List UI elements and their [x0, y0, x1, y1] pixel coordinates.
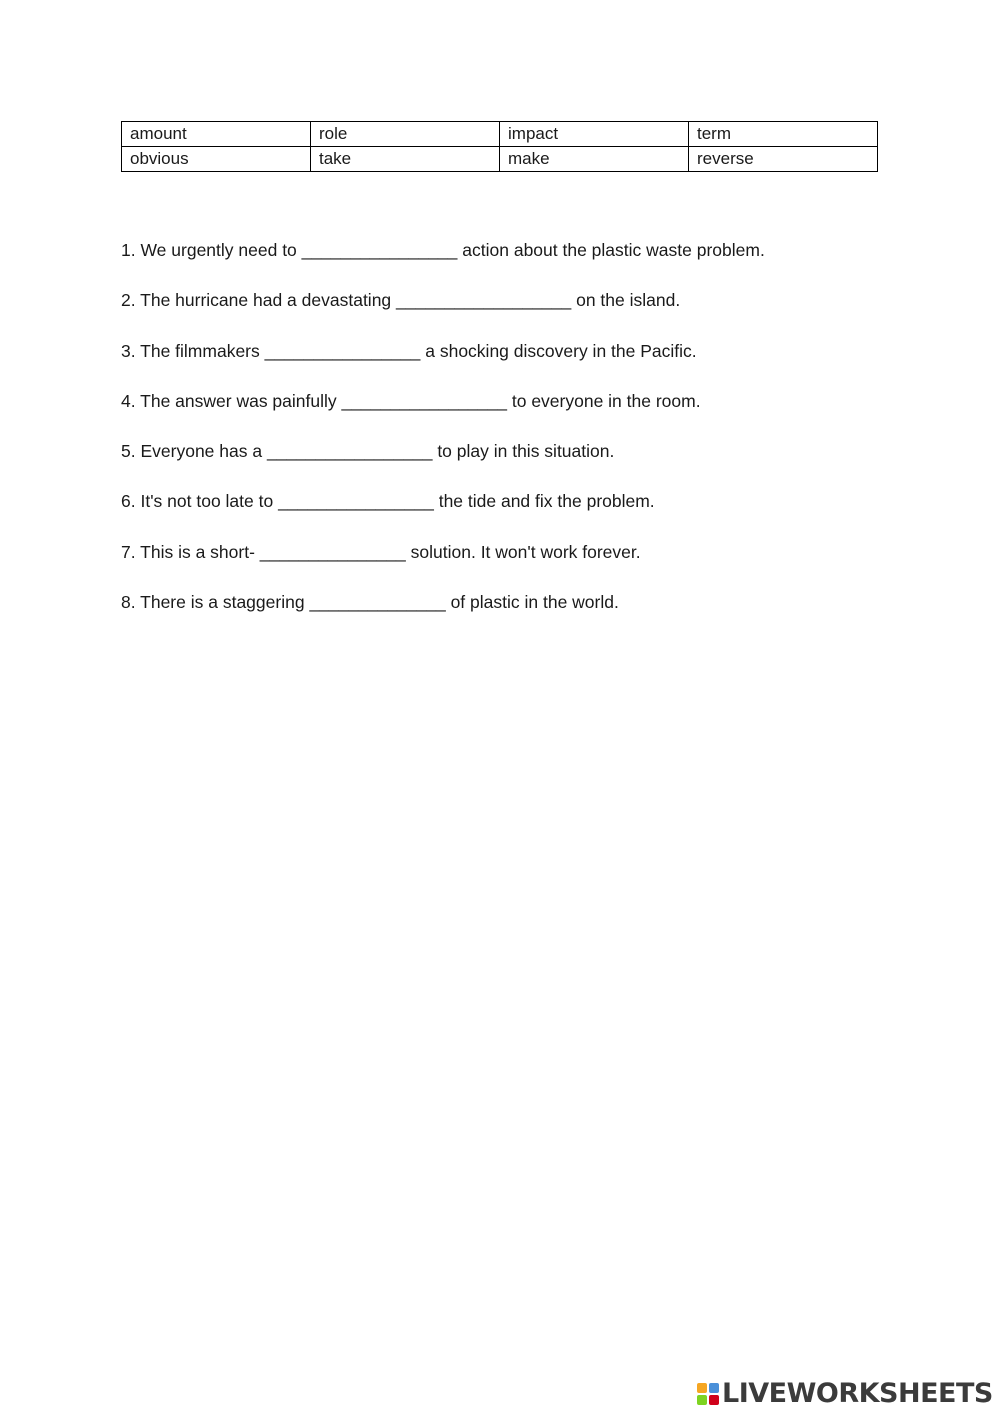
- sentence-text-before: The filmmakers: [140, 340, 260, 361]
- word-bank-table: [121, 121, 878, 172]
- sentence-text-after: to play in this situation.: [437, 441, 615, 462]
- answer-blank[interactable]: ______________: [309, 592, 446, 613]
- sentence-text-after: a shocking discovery in the Pacific.: [425, 340, 697, 361]
- sentence-number: 5.: [121, 441, 136, 462]
- sentence-text-after: on the island.: [576, 290, 681, 311]
- sentence-text-before: The hurricane had a devastating: [140, 290, 392, 311]
- sentence-5: [121, 439, 765, 489]
- answer-blank[interactable]: _________________: [341, 390, 507, 411]
- answer-blank[interactable]: _________________: [266, 441, 433, 462]
- sentence-text-before: We urgently need to: [140, 240, 297, 260]
- sentence-text-before: It's not too late to: [140, 491, 274, 512]
- word-bank-cell: amount: [122, 122, 311, 147]
- answer-blank[interactable]: ________________: [278, 491, 434, 512]
- sentence-number: 2.: [121, 290, 136, 311]
- answer-blank[interactable]: __________________: [396, 290, 572, 311]
- sentence-number: 6.: [121, 491, 136, 512]
- sentence-number: 4.: [121, 390, 136, 411]
- word-bank-cell: make: [500, 147, 689, 172]
- sentence-2: [121, 288, 765, 338]
- sentence-number: 8.: [121, 592, 136, 613]
- logo-square: [709, 1383, 719, 1393]
- word-bank-cell: take: [311, 147, 500, 172]
- word-bank-cell: reverse: [689, 147, 878, 172]
- word-bank-cell: role: [311, 122, 500, 147]
- logo-square: [709, 1395, 719, 1405]
- sentence-6: [121, 489, 765, 539]
- sentence-text-after: the tide and fix the problem.: [438, 491, 655, 512]
- sentence-1: [121, 238, 765, 288]
- word-bank-row: [122, 147, 878, 172]
- sentence-text-after: action about the plastic waste problem.: [462, 240, 765, 260]
- logo-square: [697, 1395, 707, 1405]
- sentence-number: 3.: [121, 340, 136, 361]
- sentence-4: [121, 389, 765, 439]
- sentence-text-before: Everyone has a: [140, 441, 263, 462]
- answer-blank[interactable]: ________________: [264, 340, 421, 361]
- liveworksheets-logo: [697, 1378, 993, 1410]
- sentence-text-before: The answer was painfully: [140, 390, 337, 411]
- logo-text: LIVEWORKSHEETS: [722, 1378, 993, 1409]
- answer-blank[interactable]: _______________: [259, 541, 406, 562]
- logo-grid-icon: [697, 1383, 719, 1405]
- sentence-text-after: solution. It won't work forever.: [410, 541, 641, 562]
- logo-square: [697, 1383, 707, 1393]
- sentence-number: 7.: [121, 541, 136, 562]
- word-bank-cell: obvious: [122, 147, 311, 172]
- sentence-number: 1.: [121, 240, 136, 260]
- sentence-8: [121, 590, 765, 640]
- sentence-7: [121, 540, 765, 590]
- answer-blank[interactable]: ________________: [301, 240, 458, 260]
- sentence-3: [121, 339, 765, 389]
- word-bank-cell: term: [689, 122, 878, 147]
- sentence-text-after: of plastic in the world.: [450, 592, 619, 613]
- word-bank-row: [122, 122, 878, 147]
- sentence-list: [121, 238, 765, 640]
- sentence-text-before: There is a staggering: [140, 592, 305, 613]
- sentence-text-before: This is a short-: [140, 541, 255, 562]
- word-bank-cell: impact: [500, 122, 689, 147]
- sentence-text-after: to everyone in the room.: [511, 390, 701, 411]
